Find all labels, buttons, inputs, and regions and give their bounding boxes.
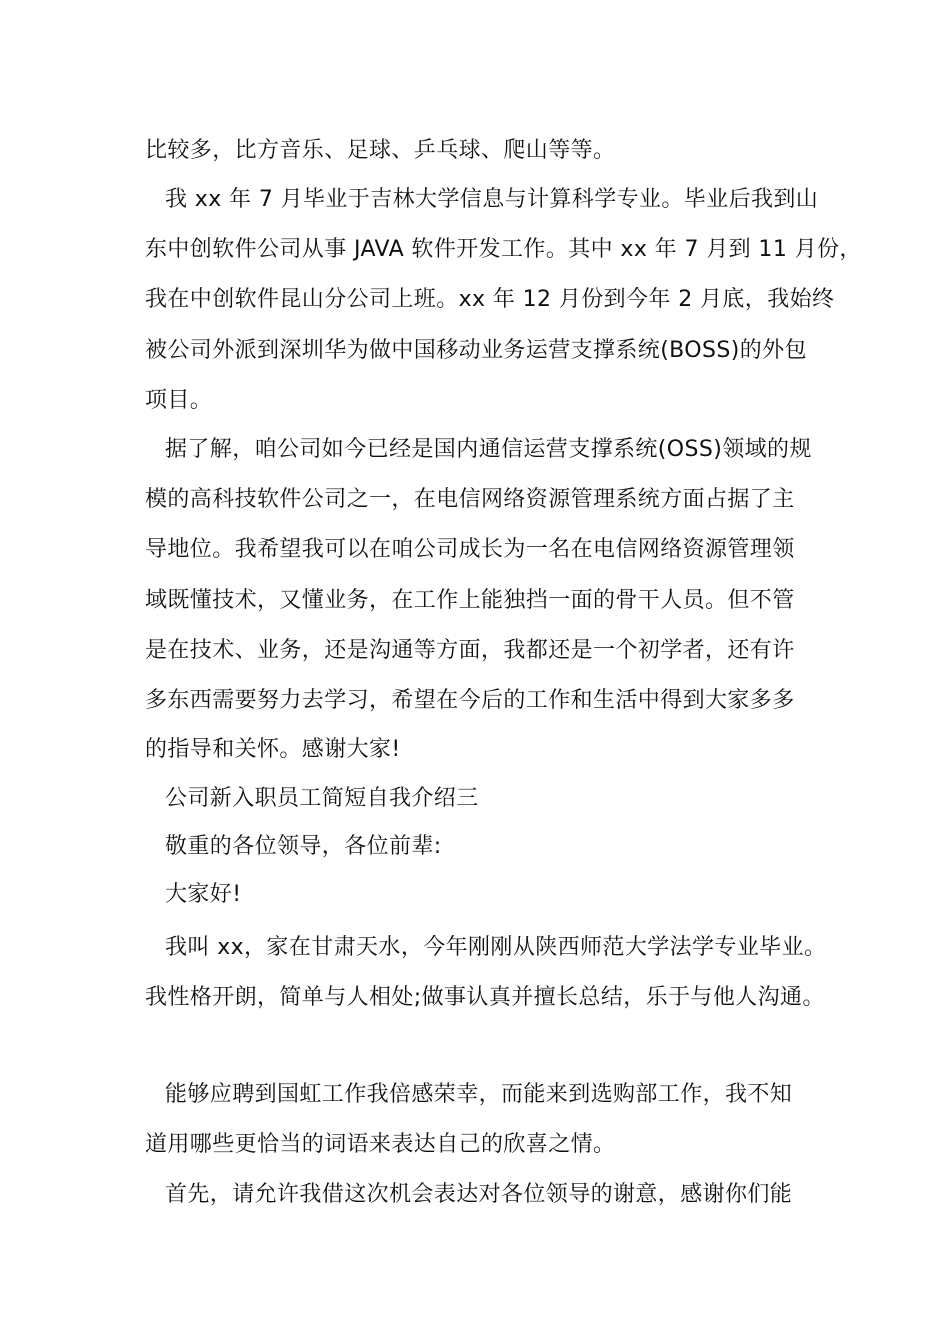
text-line: 多东西需要努力去学习，希望在今后的工作和生活中得到大家多多 xyxy=(145,688,795,713)
paragraph-first-line: 能够应聘到国虹工作我倍感荣幸，而能来到选购部工作，我不知 xyxy=(165,1082,793,1107)
text-line: 域既懂技术，又懂业务，在工作上能独挡一面的骨干人员。但不管 xyxy=(145,588,795,613)
text-line: 东中创软件公司从事 JAVA 软件开发工作。其中 xx 年 7 月到 11 月份， xyxy=(145,237,862,262)
paragraph-first-line: 我 xx 年 7 月毕业于吉林大学信息与计算科学专业。毕业后我到山 xyxy=(165,187,819,212)
text-line: 我性格开朗，简单与人相处;做事认真并擅长总结，乐于与他人沟通。 xyxy=(145,985,825,1010)
text-line: 道用哪些更恰当的词语来表达自己的欣喜之情。 xyxy=(145,1132,616,1157)
text-line: 被公司外派到深圳华为做中国移动业务运营支撑系统(BOSS)的外包 xyxy=(145,338,807,363)
text-line: 比较多，比方音乐、足球、乒乓球、爬山等等。 xyxy=(145,138,616,163)
text-line: 是在技术、业务，还是沟通等方面，我都还是一个初学者，还有许 xyxy=(145,638,795,663)
text-line: 的指导和关怀。感谢大家! xyxy=(145,737,401,762)
paragraph-first-line: 首先，请允许我借这次机会表达对各位领导的谢意，感谢你们能 xyxy=(165,1182,793,1207)
text-line: 项目。 xyxy=(145,388,213,413)
paragraph-first-line: 据了解，咱公司如今已经是国内通信运营支撑系统(OSS)领域的规 xyxy=(165,437,812,462)
text-line: 导地位。我希望我可以在咱公司成长为一名在电信网络资源管理领 xyxy=(145,537,795,562)
section-heading: 公司新入职员工简短自我介绍三 xyxy=(165,786,479,811)
text-line: 我在中创软件昆山分公司上班。xx 年 12 月份到今年 2 月底，我始终 xyxy=(145,287,835,312)
paragraph-first-line: 我叫 xx，家在甘肃天水，今年刚刚从陕西师范大学法学专业毕业。 xyxy=(165,935,827,960)
greeting: 大家好! xyxy=(165,882,242,907)
salutation: 敬重的各位领导，各位前辈: xyxy=(165,834,442,859)
text-line: 模的高科技软件公司之一，在电信网络资源管理系统方面占据了主 xyxy=(145,487,795,512)
